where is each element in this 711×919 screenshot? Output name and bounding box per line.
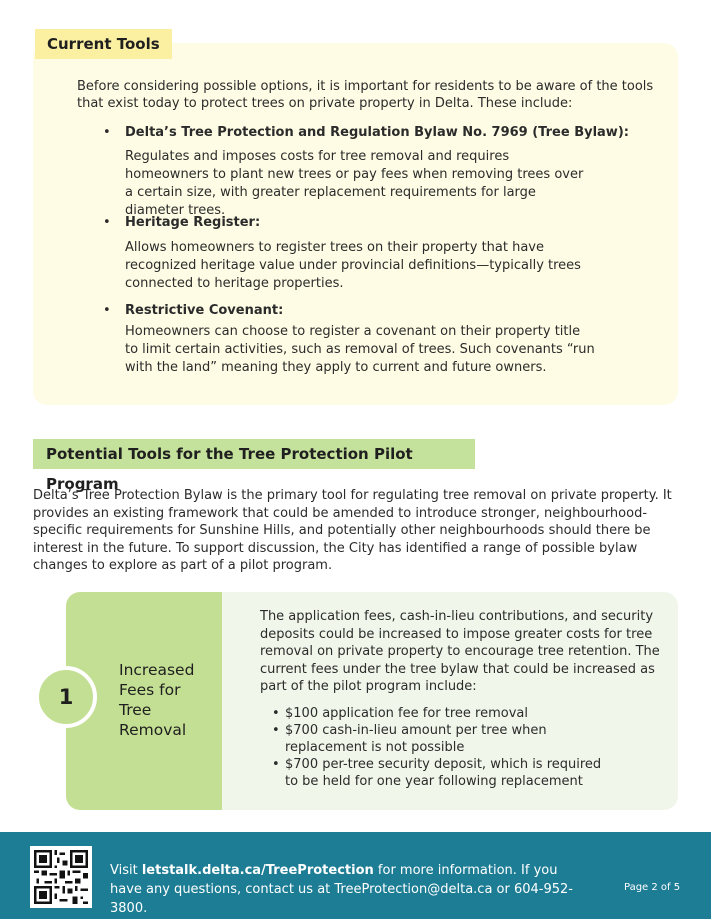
list-item	[272, 756, 602, 790]
potential-tools-intro: Delta’s Tree Protection Bylaw is the primary tool for regulating tree removal on private property. It provides an existing framework that could be amended to introduce stronger, neighbourhood-specific requirements for Sunshine Hills, and potentially other neighbourhoods should there be interest in the future. To support discussion, the City has identified a range of possible bylaw changes to explore as part of a pilot program.	[33, 488, 672, 573]
fee-item-text: $700 per-tree security deposit, which is required to be held for one year following replacement	[285, 757, 602, 789]
tool-card-body: The application fees, cash-in-lieu contributions, and security deposits could be increased to impose greater costs for tree removal on private property to encourage tree retention. The current fees under the tree bylaw that could be increased as part of the pilot program include:	[260, 609, 660, 694]
list-item	[272, 722, 602, 756]
bullet-icon: •	[103, 303, 111, 318]
tool-desc-heritage-register: Allows homeowners to register trees on their property that have recognized heritage value under provincial definitions—typically trees connected to heritage properties.	[125, 240, 581, 291]
tool-card-title: Increased Fees for Tree Removal	[119, 661, 195, 739]
bullet-icon: •	[272, 757, 280, 772]
footer-text	[110, 861, 580, 918]
potential-tools-heading: Potential Tools for the Tree Protection Pilot Program	[33, 439, 475, 469]
bullet-icon: •	[272, 706, 280, 721]
fee-list	[272, 705, 602, 790]
qr-code-icon[interactable]	[30, 846, 92, 908]
bullet-icon: •	[272, 723, 280, 738]
footer-visit-prefix: Visit	[110, 863, 142, 878]
fee-item-text: $100 application fee for tree removal	[285, 706, 529, 721]
bullet-icon: •	[103, 215, 111, 230]
tool-number-badge: 1	[35, 666, 97, 728]
tool-title-tree-bylaw: Delta’s Tree Protection and Regulation Bylaw No. 7969 (Tree Bylaw):	[125, 125, 629, 140]
tool-desc-restrictive-covenant: Homeowners can choose to register a covenant on their property title to limit certain activities, such as removal of trees. Such covenants “run with the land” meaning they apply to current and future owners.	[125, 324, 595, 375]
fee-item-text: $700 cash-in-lieu amount per tree when replacement is not possible	[285, 723, 547, 755]
current-tools-heading: Current Tools	[35, 29, 172, 59]
footer-bar	[0, 832, 711, 919]
footer-visit-suffix: for more information. If you have any questions, contact us at TreeProtection@delta.ca or 604-952-3800.	[110, 863, 573, 916]
current-tools-intro: Before considering possible options, it is important for residents to be aware of the tools that exist today to protect trees on private property in Delta. These include:	[77, 79, 654, 111]
tool-desc-tree-bylaw: Regulates and imposes costs for tree removal and requires homeowners to plant new trees or pay fees when removing trees over a certain size, with greater replacement requirements for large diameter trees.	[125, 149, 584, 218]
tool-title-restrictive-covenant: Restrictive Covenant:	[125, 303, 284, 318]
footer-link[interactable]: letstalk.delta.ca/TreeProtection	[141, 863, 374, 878]
list-item	[272, 705, 602, 722]
bullet-icon: •	[103, 125, 111, 140]
page-number: Page 2 of 5	[624, 882, 681, 893]
tool-title-heritage-register: Heritage Register:	[125, 215, 261, 230]
